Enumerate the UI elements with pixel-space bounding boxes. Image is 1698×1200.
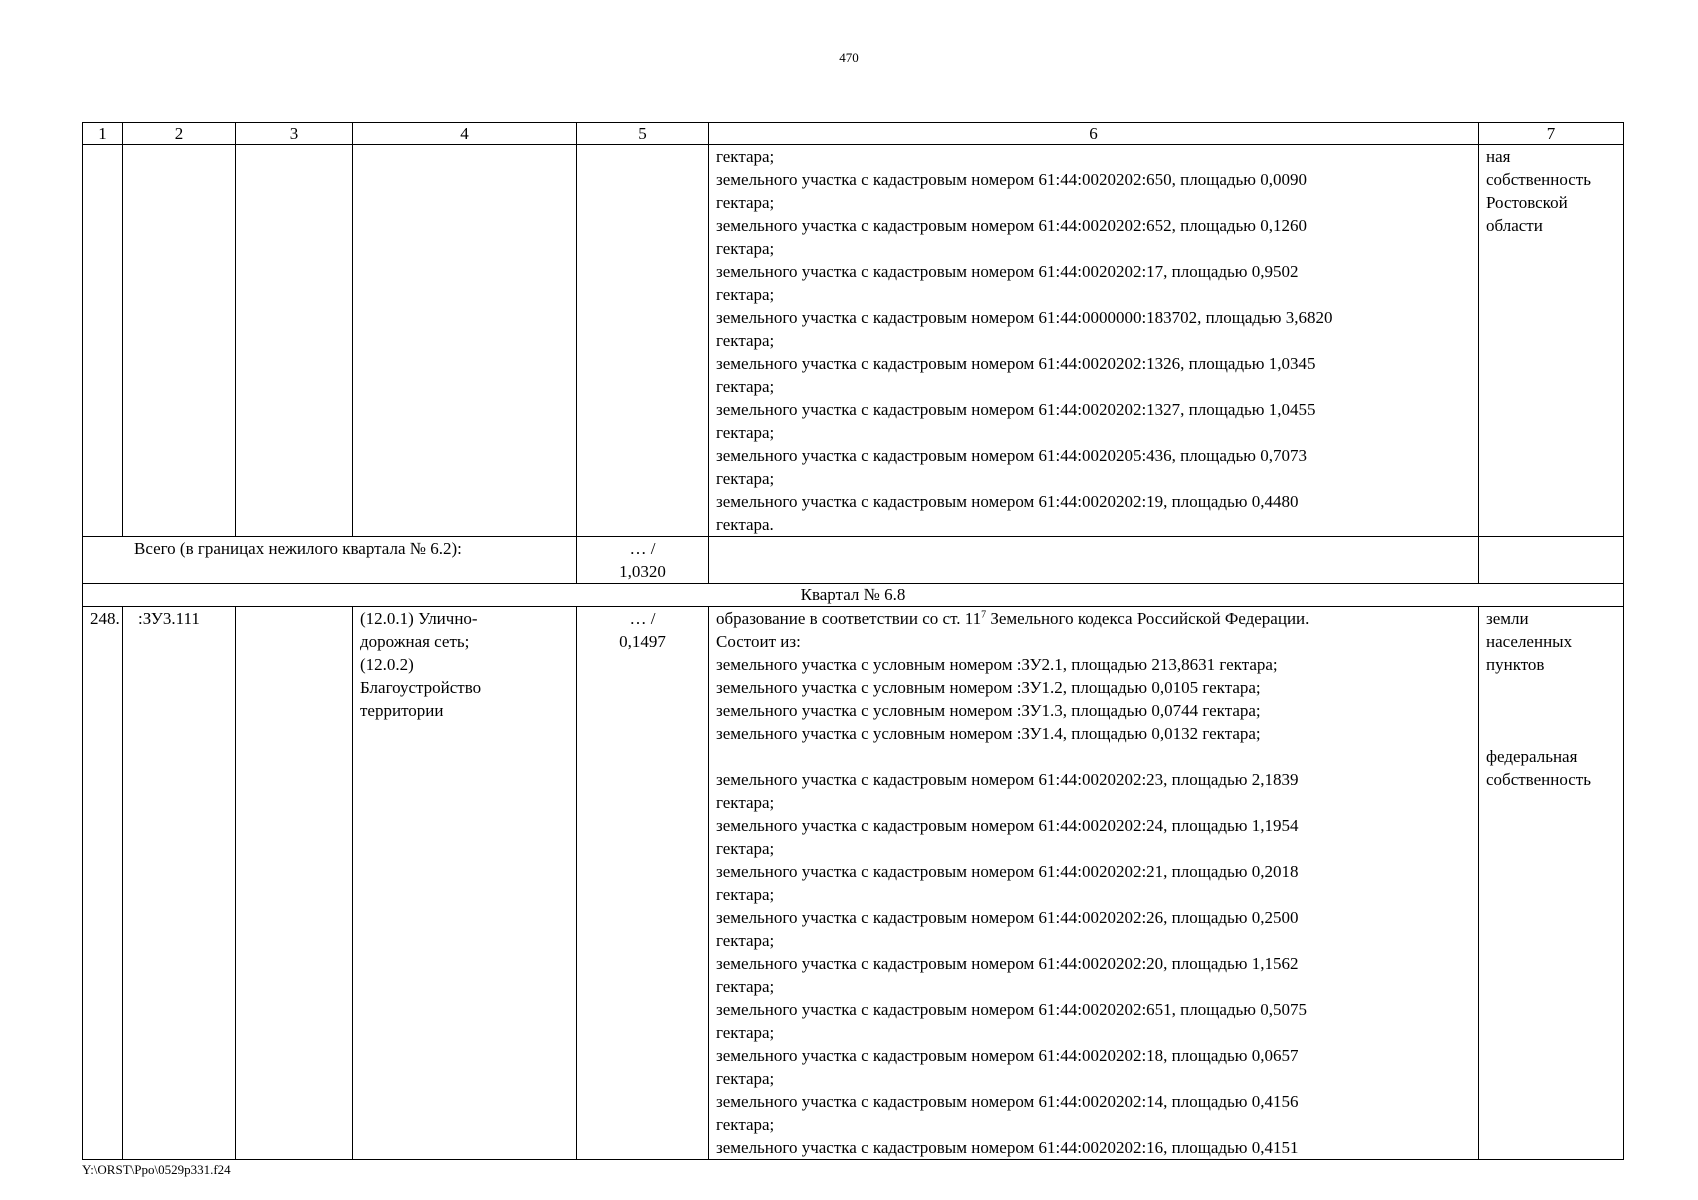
- cadastral-plot-line: земельного участка с кадастровым номером 61:44:0020202:21, площадью 0,2018: [716, 862, 1299, 881]
- cadastral-plot-line: гектара;: [716, 977, 775, 996]
- use-line: (12.0.2): [360, 655, 414, 674]
- cell-empty: [577, 145, 709, 537]
- header-col-3: 3: [236, 123, 353, 145]
- composition-line: гектара;: [716, 469, 775, 488]
- cadastral-plot-line: гектара;: [716, 1023, 775, 1042]
- composition-line: гектара;: [716, 423, 775, 442]
- permitted-use-cell: [353, 607, 577, 1160]
- cell-empty: [236, 607, 353, 1160]
- cell-empty: [709, 537, 1479, 584]
- category-line: населенных: [1486, 632, 1573, 651]
- consists-of-line: Состоит из:: [716, 632, 801, 651]
- cadastral-plot-line: гектара;: [716, 931, 775, 950]
- header-col-4: 4: [353, 123, 577, 145]
- cadastral-plot-line: гектара;: [716, 1069, 775, 1088]
- plot-area: … / 0,1497: [577, 607, 709, 1160]
- composition-line: земельного участка с кадастровым номером 61:44:0020202:652, площадью 0,1260: [716, 216, 1307, 235]
- cadastral-plot-line: земельного участка с кадастровым номером 61:44:0020202:16, площадью 0,4151: [716, 1138, 1299, 1157]
- cadastral-plot-line: гектара;: [716, 1115, 775, 1134]
- composition-line: земельного участка с кадастровым номером 61:44:0020202:1326, площадью 1,0345: [716, 354, 1316, 373]
- cell-empty: [353, 145, 577, 537]
- ownership-line: Ростовской: [1486, 193, 1568, 212]
- cadastral-plot-line: земельного участка с кадастровым номером 61:44:0020202:23, площадью 2,1839: [716, 770, 1299, 789]
- plot-composition-cell: [709, 607, 1479, 1160]
- composition-line: гектара;: [716, 377, 775, 396]
- ownership-line: собственность: [1486, 170, 1591, 189]
- cadastral-plot-line: земельного участка с кадастровым номером 61:44:0020202:26, площадью 0,2500: [716, 908, 1299, 927]
- conditional-plot-line: земельного участка с условным номером :ЗУ1.3, площадью 0,0744 гектара;: [716, 701, 1261, 720]
- cell-empty: [83, 145, 123, 537]
- composition-line: гектара;: [716, 193, 775, 212]
- cadastral-plot-line: земельного участка с кадастровым номером 61:44:0020202:20, площадью 1,1562: [716, 954, 1299, 973]
- total-label: Всего (в границах нежилого квартала № 6.2):: [83, 537, 577, 584]
- ownership-line: области: [1486, 216, 1543, 235]
- header-col-2: 2: [123, 123, 236, 145]
- formation-line: образование в соответствии со ст. $11^7$ Земельного кодекса Российской Федерации.: [716, 609, 1310, 628]
- composition-line: земельного участка с кадастровым номером 61:44:0020202:650, площадью 0,0090: [716, 170, 1307, 189]
- composition-line: земельного участка с кадастровым номером 61:44:0020202:1327, площадью 1,0455: [716, 400, 1316, 419]
- composition-line: гектара;: [716, 285, 775, 304]
- category-ownership-cell: [1479, 607, 1624, 1160]
- use-line: Благоустройство: [360, 678, 482, 697]
- composition-line: земельного участка с кадастровым номером 61:44:0020202:19, площадью 0,4480: [716, 492, 1299, 511]
- continuation-row: [83, 145, 1624, 537]
- composition-line: земельного участка с кадастровым номером 61:44:0020202:17, площадью 0,9502: [716, 262, 1299, 281]
- header-col-5: 5: [577, 123, 709, 145]
- conditional-plot-line: земельного участка с условным номером :ЗУ1.2, площадью 0,0105 гектара;: [716, 678, 1261, 697]
- cadastral-plot-line: земельного участка с кадастровым номером 61:44:0020202:18, площадью 0,0657: [716, 1046, 1299, 1065]
- composition-line: земельного участка с кадастровым номером 61:44:0020205:436, площадью 0,7073: [716, 446, 1307, 465]
- cadastral-plot-line: земельного участка с кадастровым номером 61:44:0020202:24, площадью 1,1954: [716, 816, 1299, 835]
- header-col-6: 6: [709, 123, 1479, 145]
- land-plots-table: [82, 122, 1624, 1160]
- row-number: 248.: [83, 607, 123, 1160]
- cell-empty: [1479, 537, 1624, 584]
- category-line: пунктов: [1486, 655, 1545, 674]
- composition-line: гектара;: [716, 331, 775, 350]
- use-line: (12.0.1) Улично-: [360, 609, 478, 628]
- plot-row-248: [83, 607, 1624, 1160]
- composition-line: гектара;: [716, 239, 775, 258]
- ownership-line: федеральная: [1486, 747, 1578, 766]
- conditional-plot-line: земельного участка с условным номером :ЗУ2.1, площадью 213,8631 гектара;: [716, 655, 1278, 674]
- total-area: … / 1,0320: [577, 537, 709, 584]
- column-number-header: [83, 123, 1624, 145]
- quarter-row: [83, 584, 1624, 607]
- cadastral-plot-line: гектара;: [716, 885, 775, 904]
- quarter-title: Квартал № 6.8: [83, 584, 1624, 607]
- page-number: 470: [839, 50, 859, 65]
- plot-code: :ЗУ3.111: [123, 607, 236, 1160]
- cadastral-plot-line: земельного участка с кадастровым номером 61:44:0020202:14, площадью 0,4156: [716, 1092, 1299, 1111]
- header-col-1: 1: [83, 123, 123, 145]
- ownership-line: ная: [1486, 147, 1511, 166]
- ownership-cell: [1479, 145, 1624, 537]
- composition-line: гектара.: [716, 515, 774, 534]
- total-row: [83, 537, 1624, 584]
- cell-empty: [236, 145, 353, 537]
- cadastral-plot-line: гектара;: [716, 839, 775, 858]
- ownership-line: собственность: [1486, 770, 1591, 789]
- cadastral-plot-line: гектара;: [716, 793, 775, 812]
- use-line: территории: [360, 701, 444, 720]
- plot-composition-cell: [709, 145, 1479, 537]
- header-col-7: 7: [1479, 123, 1624, 145]
- conditional-plot-line: земельного участка с условным номером :ЗУ1.4, площадью 0,0132 гектара;: [716, 724, 1261, 743]
- composition-line: гектара;: [716, 147, 775, 166]
- file-path-footer: Y:\ORST\Ppo\0529p331.f24: [82, 1162, 231, 1177]
- category-line: земли: [1486, 609, 1529, 628]
- use-line: дорожная сеть;: [360, 632, 470, 651]
- cadastral-plot-line: земельного участка с кадастровым номером 61:44:0020202:651, площадью 0,5075: [716, 1000, 1307, 1019]
- composition-line: земельного участка с кадастровым номером 61:44:0000000:183702, площадью 3,6820: [716, 308, 1333, 327]
- cell-empty: [123, 145, 236, 537]
